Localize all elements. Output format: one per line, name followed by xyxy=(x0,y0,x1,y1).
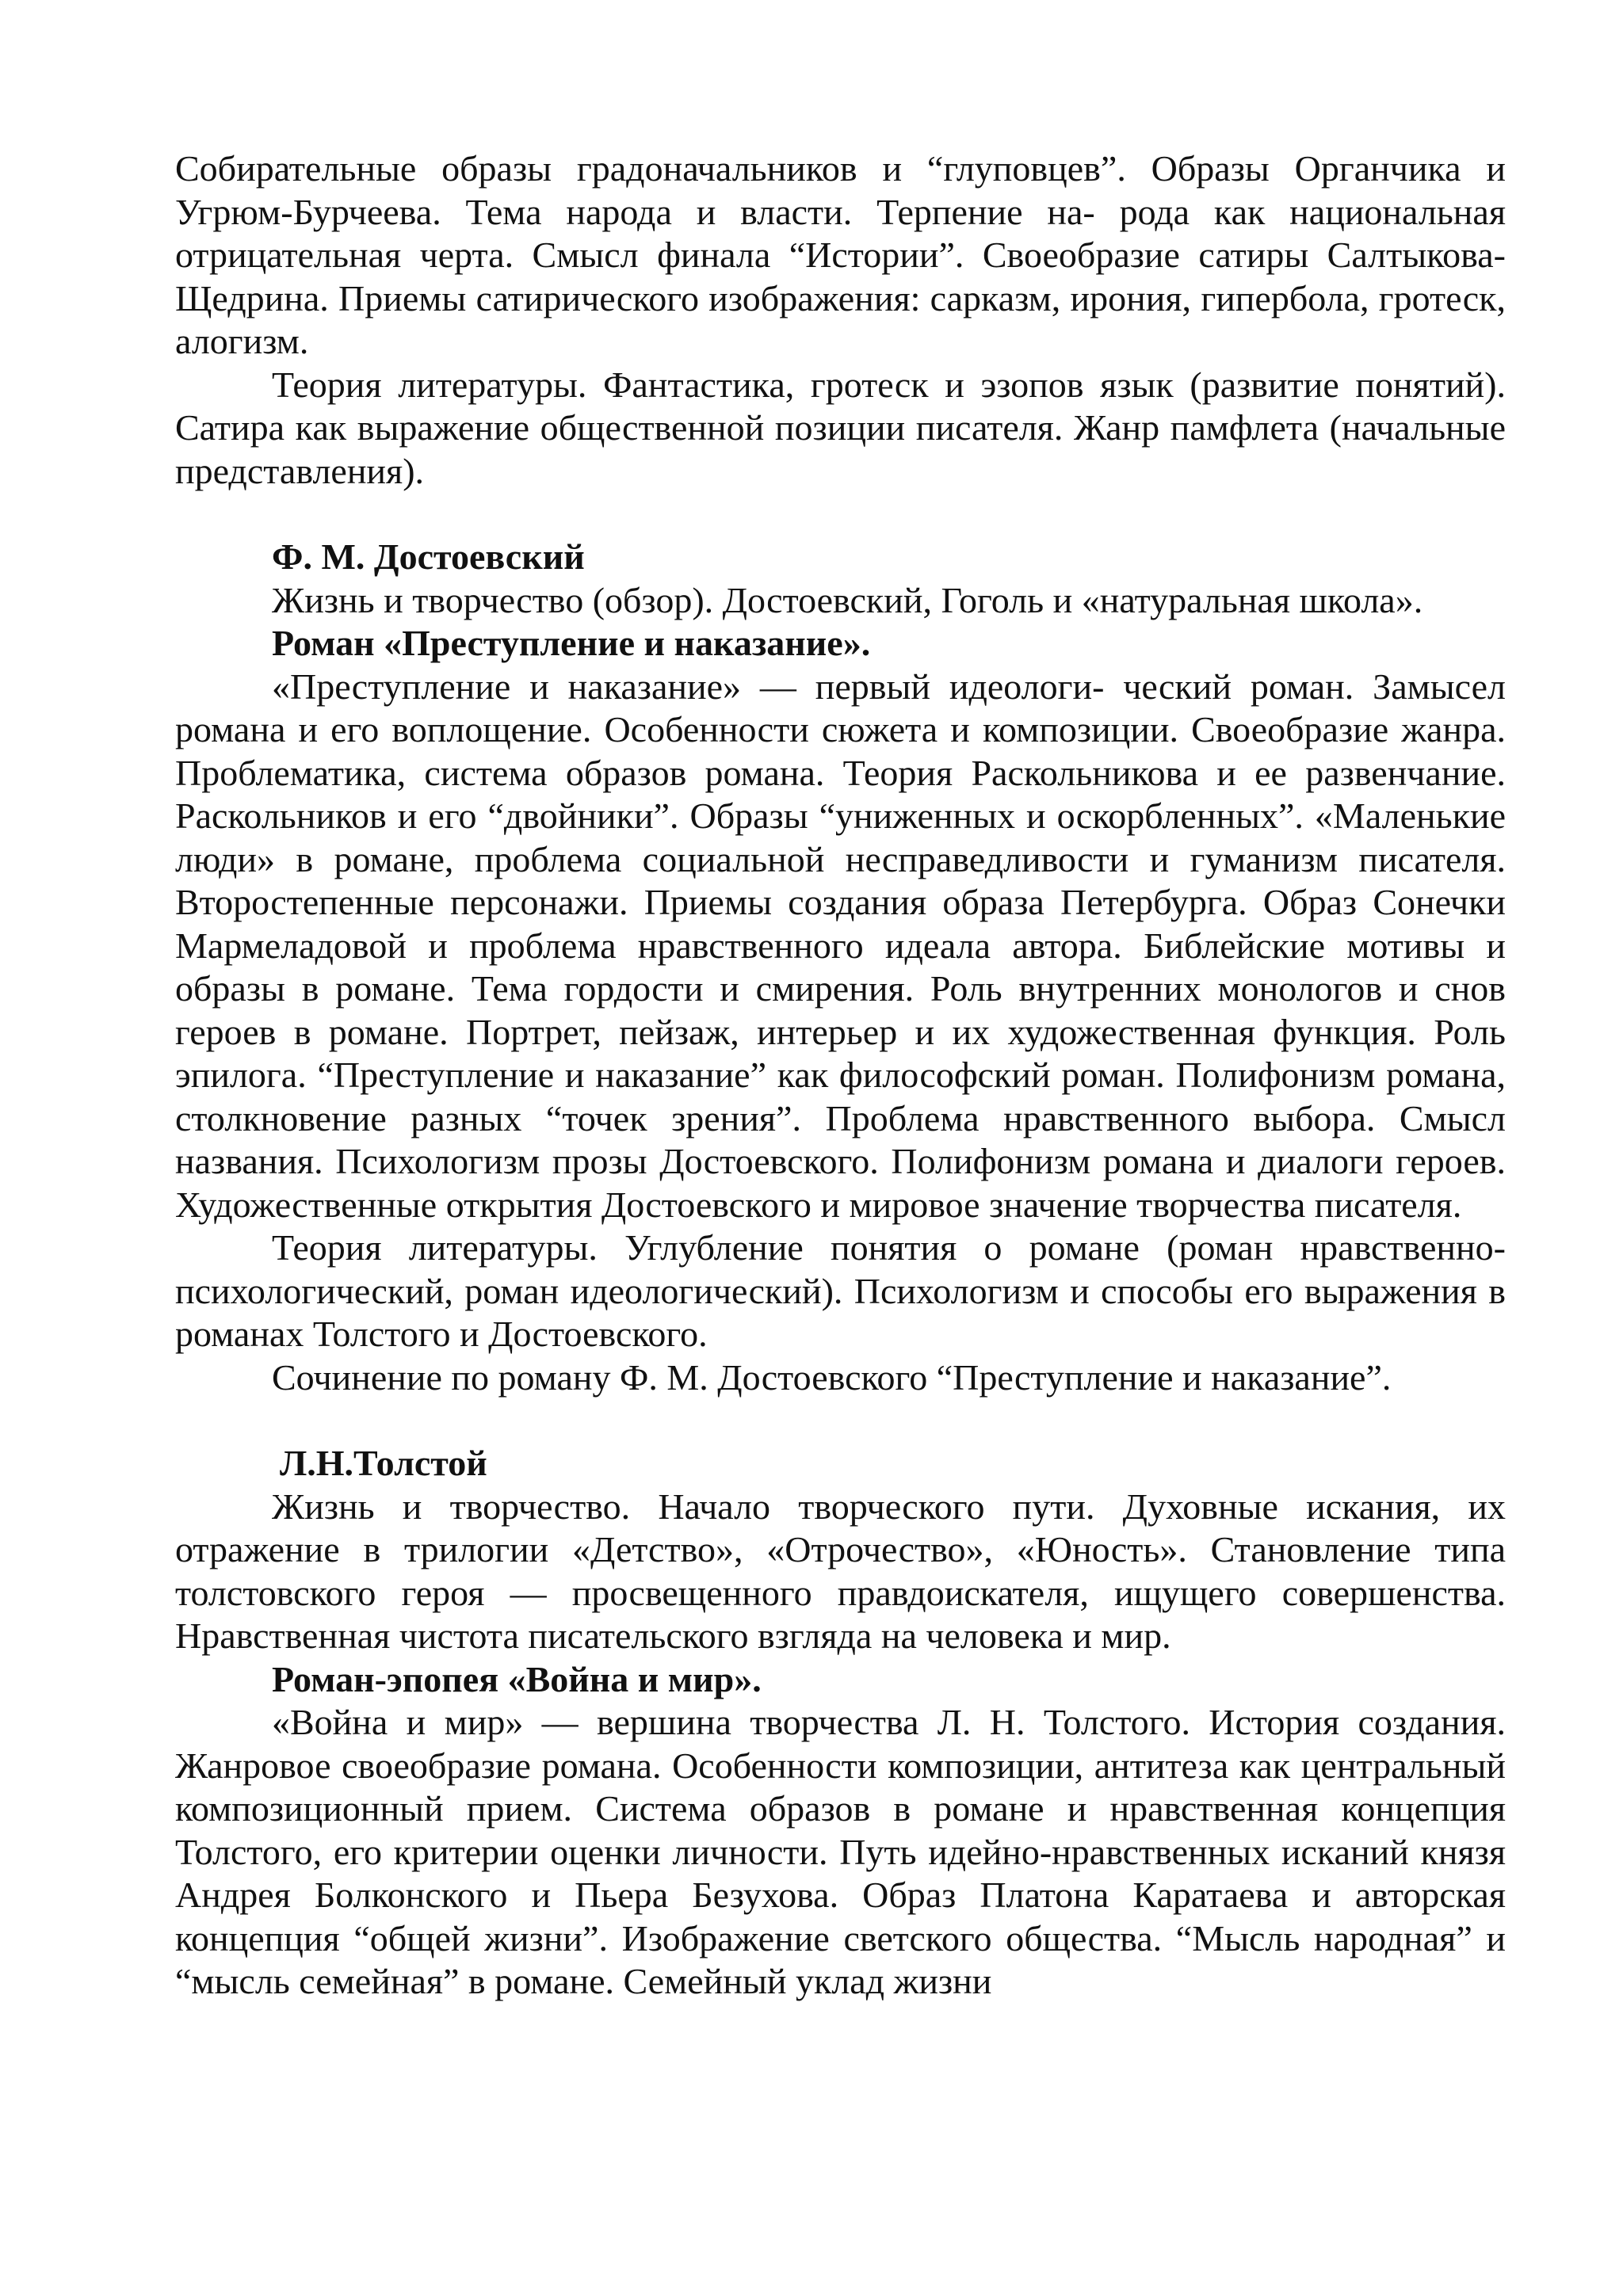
section-spacer xyxy=(175,1399,1506,1442)
novel-heading-crime-and-punishment: Роман «Преступление и наказание». xyxy=(272,623,871,663)
section-heading-tolstoy: Л.Н.Толстой xyxy=(280,1443,487,1483)
section-spacer xyxy=(175,493,1506,536)
dostoevsky-life-paragraph: Жизнь и творчество (обзор). Достоевский, Гоголь и «натуральная школа». xyxy=(272,579,1423,620)
war-and-peace-paragraph: «Война и мир» — вершина творчества Л. Н. Толстого. История создания. Жанровое своеобразие романа. Особенности композиции, антитеза как центральный композиционный прием. Система образов в романе и нравственная концепция Толстого, его критерии оценки личности. Путь идейно-нравственных исканий князя Андрея Болконского и Пьера Безухова. Образ Платона Каратаева и авторская концепция “общей жизни”. Изображение светского общества. “Мысль народная” и “мысль семейная” в романе. Семейный уклад жизни xyxy=(175,1702,1506,2001)
intro-paragraph: Собирательные образы градоначальников и “глуповцев”. Образы Органчика и Угрюм-Бурчеева. Тема народа и власти. Терпение на- рода как национальная отрицательная черта. Смысл финала “Истории”. Своеобразие сатиры Салтыкова-Щедрина. Приемы сатирического изображения: сарказм, ирония, гипербола, гротеск, алогизм. xyxy=(175,148,1506,361)
crime-and-punishment-paragraph: «Преступление и наказание» — первый идеологи- ческий роман. Замысел романа и его воплощение. Особенности сюжета и композиции. Своеобразие жанра. Проблематика, система образов романа. Теория Раскольникова и ее развенчание. Раскольников и его “двойники”. Образы “униженных и оскорбленных”. «Маленькие люди» в романе, проблема социальной несправедливости и гуманизм писателя. Второстепенные персонажи. Приемы создания образа Петербурга. Образ Сонечки Мармеладовой и проблема нравственного идеала автора. Библейские мотивы и образы в романе. Тема гордости и смирения. Роль внутренних монологов и снов героев в романе. Портрет, пейзаж, интерьер и их художественная функция. Роль эпилога. “Преступление и наказание” как философский роман. Полифонизм романа, столкновение разных “точек зрения”. Проблема нравственного выбора. Смысл названия. Психологизм прозы Достоевского. Полифонизм романа и диалоги героев. Художественные открытия Достоевского и мировое значение творчества писателя. xyxy=(175,666,1506,1225)
intro-theory-paragraph: Теория литературы. Фантастика, гротеск и эзопов язык (развитие понятий). Сатира как выражение общественной позиции писателя. Жанр памфлета (начальные представления). xyxy=(175,364,1506,491)
section-heading-dostoevsky: Ф. М. Достоевский xyxy=(272,536,585,577)
tolstoy-life-paragraph: Жизнь и творчество. Начало творческого пути. Духовные искания, их отражение в трилогии «Детство», «Отрочество», «Юность». Становление типа толстовского героя — просвещенного правдоискателя, ищущего совершенства. Нравственная чистота писательского взгляда на человека и мир. xyxy=(175,1486,1506,1656)
dostoevsky-essay-paragraph: Сочинение по роману Ф. М. Достоевского “Преступление и наказание”. xyxy=(272,1356,1392,1398)
novel-heading-war-and-peace: Роман-эпопея «Война и мир». xyxy=(272,1658,762,1699)
dostoevsky-theory-paragraph: Теория литературы. Углубление понятия о романе (роман нравственно-психологический, роман идеологический). Психологизм и способы его выражения в романах Толстого и Достоевского. xyxy=(175,1227,1506,1354)
page-content xyxy=(175,147,1506,2004)
